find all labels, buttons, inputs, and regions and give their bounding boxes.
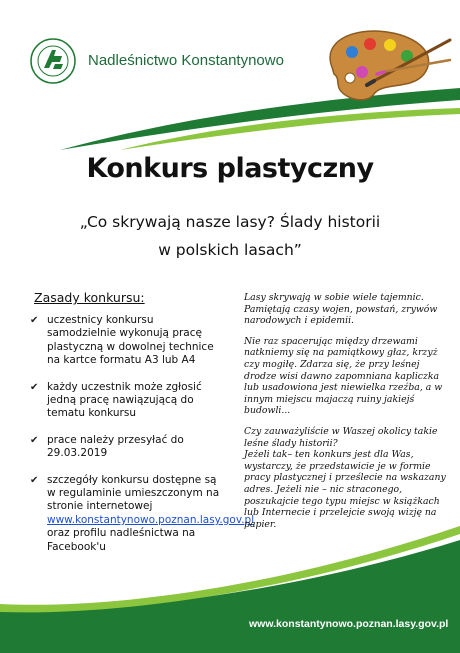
lasy-panstwowe-logo — [30, 38, 76, 84]
story-paragraph: Nie raz spacerując między drzewami natkniemy się na pamiątkowy głaz, krzyż czy mogiłę. Zdarza się, że przy leśnej drodze wisi dawno zapomniana kapliczka lub usadowiona jest niewielka rzeźba, a w innym miejscu majaczą ruiny jakiejś budowli... — [244, 335, 443, 417]
rule-text: szczegóły konkursu dostępne są w regulaminie umieszczonym na stronie internetowej — [47, 473, 220, 513]
rule-item — [26, 434, 221, 461]
rule-text: każdy uczestnik może zgłosić jedną pracę nawiązującą do tematu konkursu — [47, 380, 202, 420]
rule-text: oraz profilu nadleśnictwa na Facebook'u — [47, 527, 196, 553]
bottom-green-swoosh — [0, 520, 460, 653]
paint-palette-icon — [312, 12, 452, 107]
rule-text: prace należy przesyłać do 29.03.2019 — [47, 433, 184, 460]
organization-name: Nadleśnictwo Konstantynowo — [88, 52, 284, 69]
story-paragraph: Czy zauważyliście w Waszej okolicy takie leśne ślady historii? — [244, 425, 438, 449]
rule-text: uczestnicy konkursu samodzielnie wykonują pracę plastyczną w dowolnej technice na kartce formatu A3 lub A4 — [47, 314, 214, 367]
subtitle-line-2: w polskich lasach” — [158, 241, 302, 259]
rule-item — [26, 314, 221, 368]
story-text — [244, 292, 449, 539]
footer-website-url[interactable]: www.konstantynowo.poznan.lasy.gov.pl — [249, 618, 449, 630]
poster-title: Konkurs plastyczny — [86, 153, 374, 184]
rule-item — [26, 381, 221, 421]
checkmark-icon: ✔ — [30, 381, 39, 393]
story-paragraph: Lasy skrywają w sobie wiele tajemnic. Pamiętają czasy wojen, powstań, zrywów narodowych i epidemii. — [244, 292, 438, 327]
checkmark-icon: ✔ — [30, 474, 39, 486]
rules-heading: Zasady konkursu: — [34, 290, 145, 305]
subtitle-line-1: „Co skrywają nasze lasy? Ślady historii — [79, 213, 381, 231]
website-link[interactable]: www.konstantynowo.poznan.lasy.gov.pl — [47, 513, 255, 526]
checkmark-icon: ✔ — [30, 315, 39, 326]
poster-subtitle — [60, 208, 400, 264]
checkmark-icon: ✔ — [30, 434, 39, 446]
story-paragraph: Jeżeli tak– ten konkurs jest dla Was, wystarczy, że przedstawicie je w formie pracy plastycznej i prześlecie na wskazany adres. Jeżeli nie – nic straconego, poszukajcie tego typu miejsc w książkach lub Internecie i przelejcie swoją wizję na papier. — [244, 449, 446, 530]
